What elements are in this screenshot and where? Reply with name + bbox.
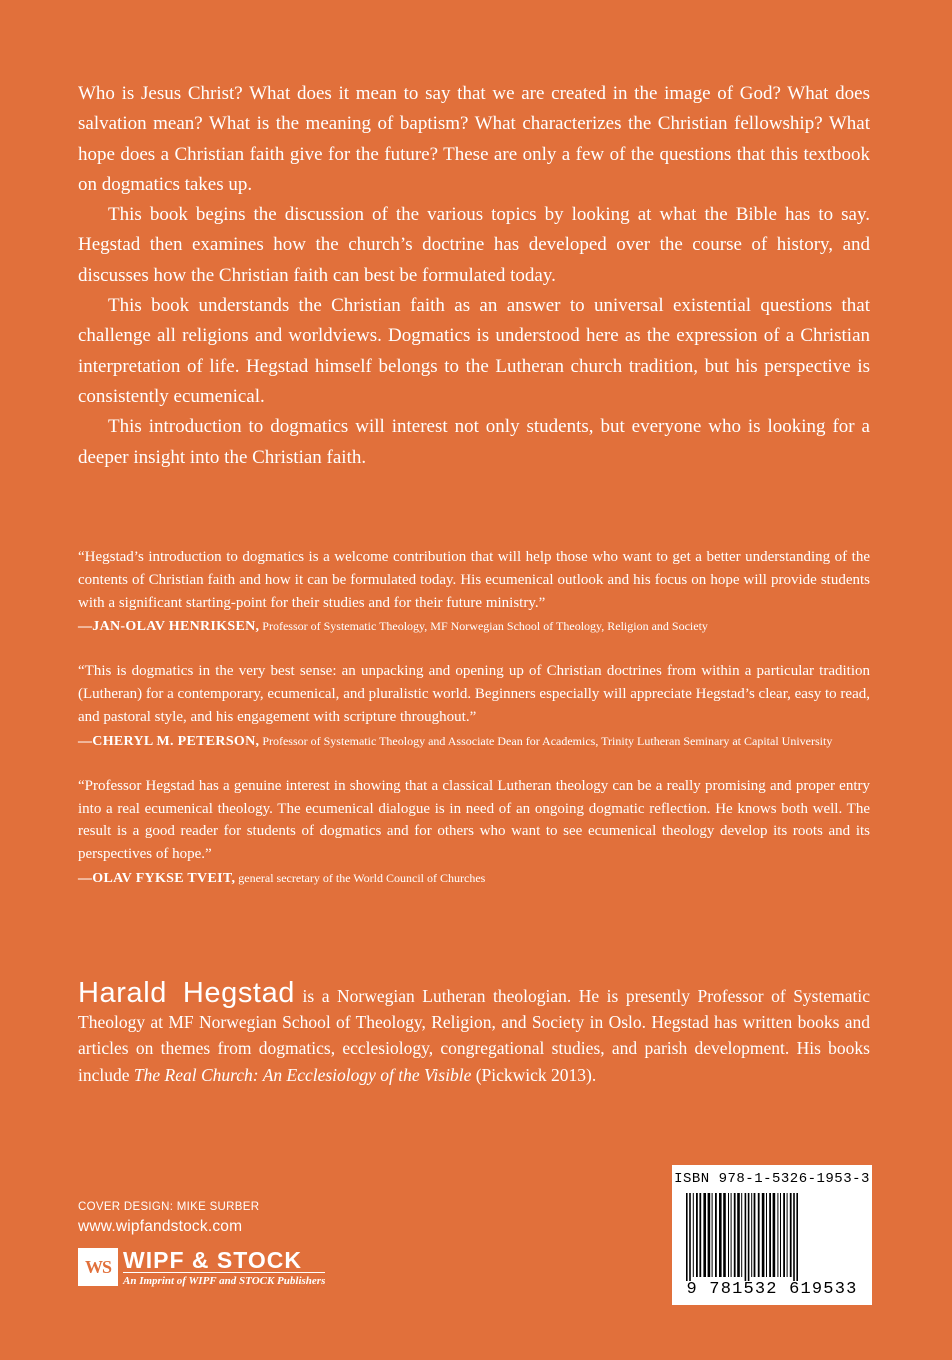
endorsement-quote: “This is dogmatics in the very best sense: an unpacking and opening up of Christian doctrines from within a particular tradition (Lutheran) for a contemporary, ecumenical, and pluralistic world. Beginners especially will appreciate Hegstad’s clear, easy to read, and pastoral style, and his engagement with scripture throughout.” [78,663,870,725]
barcode-bar [734,1193,736,1277]
barcode-bar [737,1193,740,1277]
publisher-website: www.wipfandstock.com [78,1218,243,1235]
barcode-bar [703,1193,706,1277]
publisher-name: WIPF & STOCK [123,1247,302,1273]
barcode-bar [769,1193,771,1277]
description-blurb [78,79,870,473]
book-title: The Real Church: An Ecclesiology of the Visible [133,1064,472,1085]
barcode-bar [745,1193,747,1281]
barcode-bar [762,1193,765,1277]
barcode-bar [689,1193,691,1281]
barcode-bar [686,1193,688,1281]
endorser-name: —CHERYL M. PETERSON, [78,733,260,749]
barcode-bar [773,1193,776,1277]
publisher-text [123,1248,325,1289]
barcode-bar [766,1193,767,1277]
blurb-paragraph: This book understands the Christian faith as an answer to universal existential questions that challenge all religions and worldviews. Dogmatics is understood here as the expression of a Christian interpretation of life. Hegstad himself belongs to the Lutheran church tradition, but his perspective is consistently ecumenical. [78,295,870,407]
endorsement-attribution [78,869,870,888]
endorser-name: —JAN-OLAV HENRIKSEN, [78,619,260,635]
barcode-bar [754,1193,756,1277]
blurb-paragraph: This introduction to dogmatics will interest not only students, but everyone who is looking for a deeper insight into the Christian faith. [78,416,870,468]
endorsement-quote: “Hegstad’s introduction to dogmatics is a welcome contribution that will help those who want to get a better understanding of the contents of Christian faith and how it can be formulated today. His ecumenical outlook and his focus on hope will provide students with a significant starting-point for their studies and for their future ministry.” [78,549,870,611]
endorsement-attribution [78,617,870,636]
endorser-name: —OLAV FYKSE TVEIT, [78,870,236,886]
barcode-bar [751,1193,752,1277]
endorser-role: Professor of Systematic Theology, MF Norwegian School of Theology, Religion and Society [262,619,708,634]
author-name: Harald Hegstad [78,977,296,1009]
bio-text: is a Norwegian Lutheran theologian. He is presently Professor of Systematic Theology at MF Norwegian School of Theology, Religion, and Society in Oslo. Hegstad has written books and articles on themes from dogmatics, ecclesiology, congregational studies, and parish development. His books include [78,986,870,1085]
barcode-bar [790,1193,792,1277]
publisher-imprint: An Imprint of WIPF and STOCK Publishers [123,1272,325,1289]
endorsement-henriksen [78,546,870,636]
barcode-bar [723,1193,726,1277]
barcode-bar [796,1193,798,1281]
publisher-logo [78,1248,325,1289]
barcode-bar [748,1193,750,1281]
barcode-bar [719,1193,722,1277]
author-bio [78,977,870,1088]
barcode-bars-icon [684,1193,860,1281]
bio-paragraph [78,977,870,1088]
endorser-role: Professor of Systematic Theology and Associate Dean for Academics, Trinity Lutheran Seminary at Capital University [262,733,833,748]
barcode-bar [696,1193,698,1277]
barcode-bar [712,1193,713,1277]
barcode-bar [783,1193,785,1277]
barcode-bar [715,1193,717,1277]
bio-text-end: (Pickwick 2013). [471,1064,597,1085]
barcode-bar [693,1193,694,1277]
barcode-bar [741,1193,742,1277]
isbn-label: ISBN 978-1-5326-1953-3 [674,1171,870,1187]
barcode-bar [787,1193,788,1277]
blurb-paragraph: Who is Jesus Christ? What does it mean to say that we are created in the image of God? What does salvation mean? What is the meaning of baptism? What characterizes the Christian fellowship? What hope does a Christian faith give for the future? These are only a few of the questions that this textbook on dogmatics takes up. [78,83,870,195]
blurb-paragraph: This book begins the discussion of the various topics by looking at what the Bible has to say. Hegstad then examines how the church’s doctrine has developed over the course of history, and discusses how the Christian faith can best be formulated today. [78,204,870,286]
endorsement-tveit [78,775,870,888]
endorsements [78,546,870,912]
credits [78,1199,259,1239]
endorsement-peterson [78,660,870,750]
ws-logo-icon: WS [78,1248,118,1286]
barcode-bar [708,1193,711,1277]
barcode-bar [758,1193,760,1277]
endorser-role: general secretary of the World Council of Churches [238,870,486,885]
cover-design-credit: COVER DESIGN: MIKE SURBER [78,1201,260,1213]
barcode-bar [777,1193,778,1277]
barcode-bar [728,1193,729,1277]
endorsement-attribution [78,732,870,751]
barcode-bar [731,1193,732,1277]
isbn-barcode [672,1165,872,1305]
endorsement-quote: “Professor Hegstad has a genuine interest in showing that a classical Lutheran theology can be a really promising and proper entry into a real ecumenical theology. The ecumenical dialogue is in need of an ongoing dogmatic reflection. He knows both well. The result is a good reader for students of dogmatics and for others who want to see ecumenical theology develop its roots and its perspectives of hope.” [78,777,870,863]
barcode-bar [793,1193,795,1281]
barcode-digits: 9 781532 619533 [686,1280,858,1299]
barcode-bar [780,1193,781,1277]
barcode-bar [699,1193,701,1277]
